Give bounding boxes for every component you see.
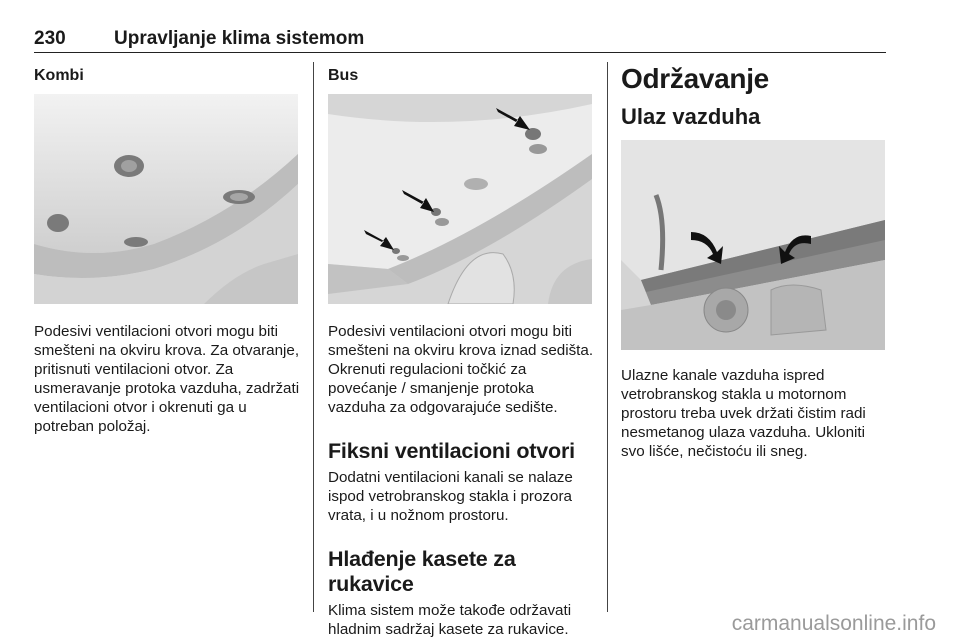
figure-roof-vents-bus [328, 94, 592, 304]
column-divider [607, 62, 608, 612]
body-text-glovebox-cooling: Klima sistem može takođe održavati hladnim sadržaj kasete za rukavice. [328, 602, 572, 638]
column-kombi [34, 62, 300, 436]
section-title-maintenance: Održavanje [621, 63, 769, 94]
body-text-air-intake: Ulazne kanale vazduha ispred vetrobranskog stakla u motornom prostoru treba uvek držati čistim radi nesmetanog ulaza vazduha. Ukloniti svo lišće, nečistoću ili sneg. [621, 367, 866, 460]
page-title: Upravljanje klima sistemom [114, 28, 365, 49]
page-number: 230 [34, 28, 66, 49]
subtitle-air-intake: Ulaz vazduha [621, 104, 761, 129]
body-text-fixed-vents: Dodatni ventilacioni kanali se nalaze ispod vetrobranskog stakla i prozora vrata, i u nožnom prostoru. [328, 469, 573, 524]
page-header [34, 26, 886, 53]
watermark-text: carmanualsonline.info [731, 612, 936, 635]
body-text-kombi: Podesivi ventilacioni otvori mogu biti smešteni na okviru krova. Za otvaranje, pritisnuti ventilacioni otvor. Za usmeravanje protoka vazduha, zadržati ventilacioni otvor i okrenuti ga u potreban položaj. [34, 323, 300, 435]
figure-roof-vents-van [34, 94, 298, 304]
heading-glovebox-cooling: Hlađenje kasete za rukavice [328, 547, 516, 596]
body-text-bus: Podesivi ventilacioni otvori mogu biti smešteni na okviru krova iznad sedišta. Okrenuti regulacioni točkić za povećanje / smanjenje protoka vazduha za odgovarajuće sedište. [328, 323, 594, 416]
subheading-bus: Bus [328, 67, 359, 84]
figure-air-intake [621, 140, 885, 350]
column-maintenance [621, 62, 889, 461]
column-divider [313, 62, 314, 612]
subheading-kombi: Kombi [34, 67, 84, 84]
heading-fixed-vents: Fiksni ventilacioni otvori [328, 439, 575, 463]
column-bus [328, 62, 594, 639]
